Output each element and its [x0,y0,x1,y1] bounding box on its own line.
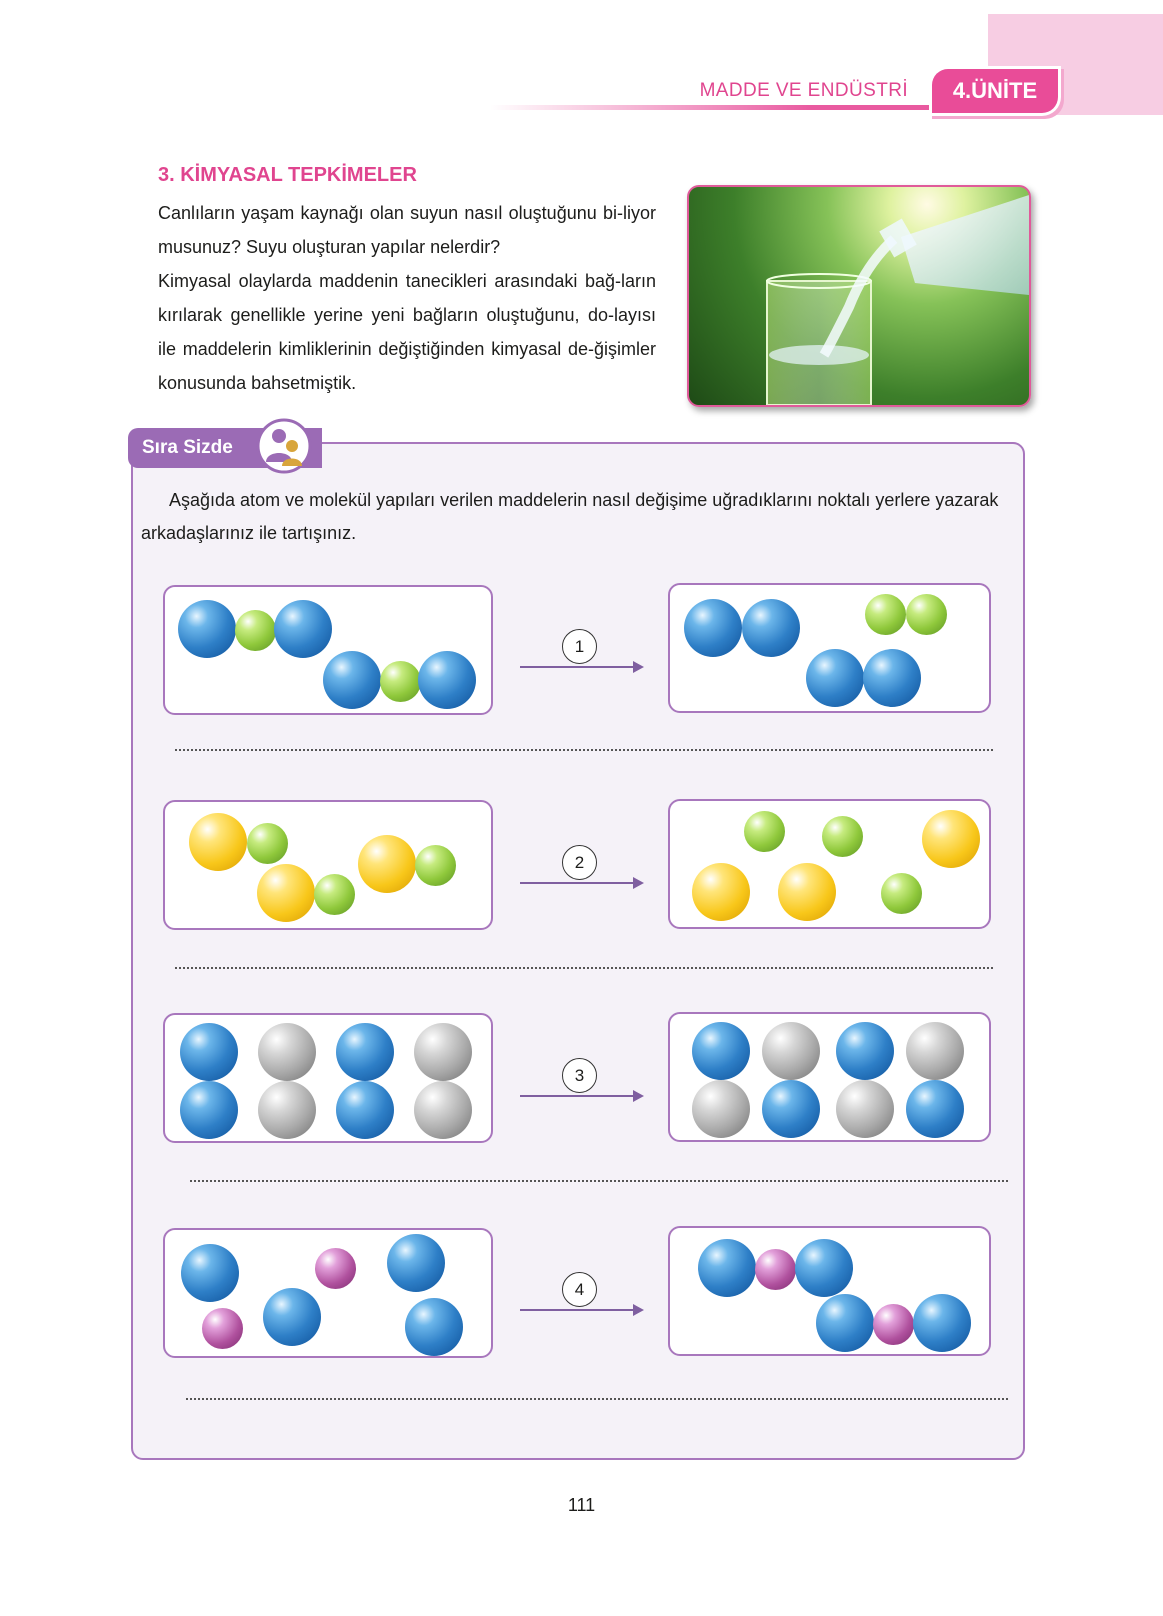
yellow-atom [358,835,416,893]
blue-atom [418,651,476,709]
blue-atom [336,1081,394,1139]
answer-line-1[interactable] [175,749,993,751]
blue-atom [180,1081,238,1139]
green-atom [822,816,863,857]
blue-atom [806,649,864,707]
gray-atom [258,1023,316,1081]
blue-atom [405,1298,463,1356]
reaction-arrow-3 [520,1095,642,1097]
green-atom [906,594,947,635]
green-atom [235,610,276,651]
blue-atom [762,1080,820,1138]
gray-atom [762,1022,820,1080]
chapter-title: MADDE VE ENDÜSTRİ [699,80,908,101]
gray-atom [692,1080,750,1138]
blue-atom [263,1288,321,1346]
people-icon [256,418,312,474]
purple-atom [202,1308,243,1349]
blue-atom [816,1294,874,1352]
step-number-1: 1 [562,629,597,664]
blue-atom [684,599,742,657]
green-atom [744,811,785,852]
step-number-3: 3 [562,1058,597,1093]
step-number-2: 2 [562,845,597,880]
blue-atom [913,1294,971,1352]
blue-atom [323,651,381,709]
water-pouring-illustration [689,187,1029,405]
yellow-atom [257,864,315,922]
blue-atom [180,1023,238,1081]
intro-paragraph: Canlıların yaşam kaynağı olan suyun nasıl oluştuğunu bi-liyor musunuz? Suyu oluşturan yapılar nelerdir? [158,203,656,257]
blue-atom [795,1239,853,1297]
reaction-arrow-2 [520,882,642,884]
green-atom [415,845,456,886]
section-heading: 3. KİMYASAL TEPKİMELER [158,164,417,186]
blue-atom [181,1244,239,1302]
water-glass-photo [687,185,1031,407]
reaction-arrow-1 [520,666,642,668]
blue-atom [336,1023,394,1081]
instruction-text: Aşağıda atom ve molekül yapıları verilen maddelerin nasıl değişime uğradıklarını noktalı yerlere yazarak arkadaşlarınız ile tartışınız. [141,490,999,543]
green-atom [865,594,906,635]
gray-atom [258,1081,316,1139]
body-paragraph: Kimyasal olaylarda maddenin tanecikleri arasındaki bağ-ların kırılarak genellikle yerine yeni bağların oluştuğunu, do-layısı ile maddelerin kimliklerinin değiştiğinden kimyasal de-ğişimler konusunda bahsetmiştik. [158,271,656,393]
gray-atom [414,1023,472,1081]
products-box-3 [668,1012,991,1142]
activity-instruction [141,484,1011,550]
gray-atom [836,1080,894,1138]
products-box-2 [668,799,991,929]
purple-atom [755,1249,796,1290]
yellow-atom [778,863,836,921]
blue-atom [274,600,332,658]
products-box-1 [668,583,991,713]
yellow-atom [692,863,750,921]
green-atom [881,873,922,914]
page-number: 111 [567,1495,596,1515]
yellow-atom [189,813,247,871]
blue-atom [863,649,921,707]
blue-atom [698,1239,756,1297]
answer-line-2[interactable] [175,967,993,969]
unit-badge: 4.ÜNİTE [932,69,1058,113]
blue-atom [692,1022,750,1080]
blue-atom [906,1080,964,1138]
products-box-4 [668,1226,991,1356]
purple-atom [315,1248,356,1289]
blue-atom [836,1022,894,1080]
blue-atom [387,1234,445,1292]
activity-tab-label: Sıra Sizde [128,428,322,468]
step-number-4: 4 [562,1272,597,1307]
gray-atom [906,1022,964,1080]
green-atom [380,661,421,702]
green-atom [314,874,355,915]
gray-atom [414,1081,472,1139]
header-line [490,105,950,110]
blue-atom [742,599,800,657]
reactants-box-2 [163,800,493,930]
green-atom [247,823,288,864]
blue-atom [178,600,236,658]
reactants-box-3 [163,1013,493,1143]
yellow-atom [922,810,980,868]
reaction-arrow-4 [520,1309,642,1311]
answer-line-4[interactable] [186,1398,1008,1400]
reactants-box-1 [163,585,493,715]
reactants-box-4 [163,1228,493,1358]
purple-atom [873,1304,914,1345]
answer-line-3[interactable] [190,1180,1008,1182]
